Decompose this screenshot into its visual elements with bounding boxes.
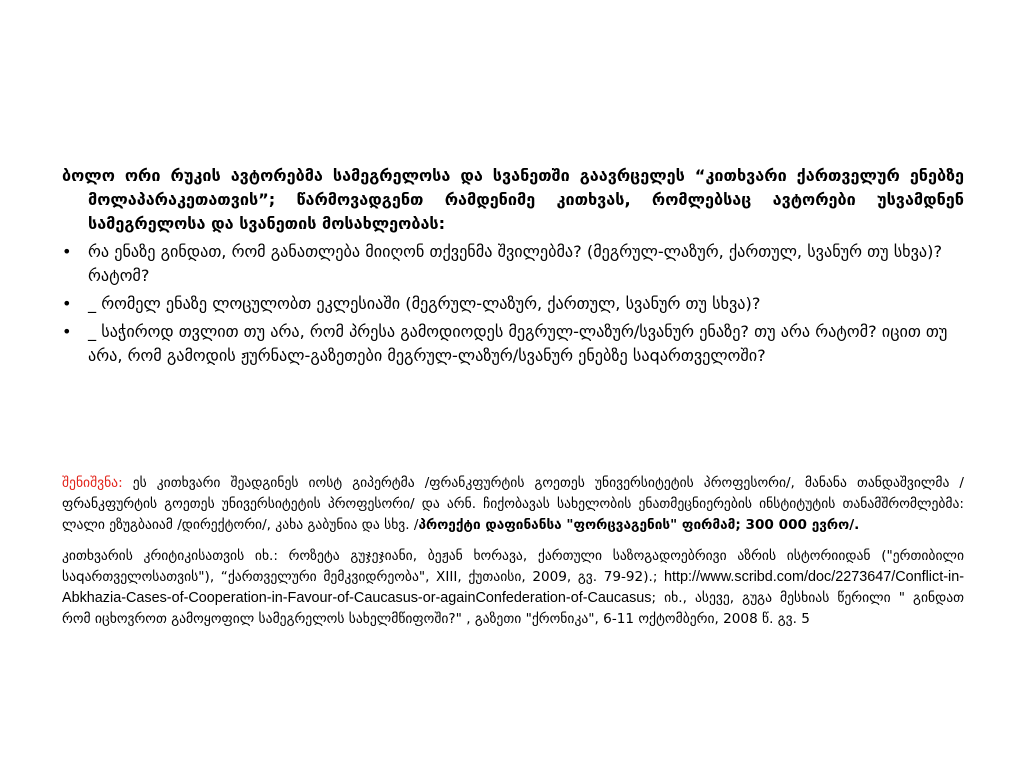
question-text: _ რომელ ენაზე ლოცულობთ ეკლესიაში (მეგრულ-ლაზურ, ქართულ, სვანურ თუ სხვა)? <box>88 294 761 313</box>
survey-section <box>62 164 964 368</box>
question-text: _ საჭიროდ თვლით თუ არა, რომ პრესა გამოდიოდეს მეგრულ-ლაზურ/სვანურ ენაზე? თუ არა რატომ? იცით თუ არა, რომ გამოდის ჟურნალ-გაზეთები მეგრულ-ლაზურ/სვანურ ენებზე საqართველოში? <box>88 322 948 365</box>
reference-link[interactable]: http://www.scribd.com/doc/2273647/Conflict-in-Abkhazia-Cases-of-Cooperation-in-Favour-of-Caucasus-or-againConfederation-of-Caucasus <box>62 569 964 606</box>
note-paragraph <box>62 473 964 536</box>
intro-paragraph: ბოლო ორი რუკის ავტორებმა სამეგრელოსა და სვანეთში გაავრცელეს “კითხვარი ქართველურ ენებზე მოლაპარაკეთათვის”; წარმოვადგენთ რამდენიმე კითხვას, რომლებსაც ავტორები უსვამდნენ სამეგრელოსა და სვანეთის მოსახლეობას: <box>62 166 964 233</box>
bullet-icon: • <box>62 322 72 341</box>
references-paragraph <box>62 546 964 630</box>
note-text: ეს კითხვარი შეადგინეს იოსტ გიპერტმა /ფრანკფურტის გოეთეს უნივერსიტეტის პროფესორი/, მანანა თანდაშვილმა /ფრანკფურტის გოეთეს უნივერსიტეტის პროფესორი/ და არნ. ჩიქობავას სახელობის ენათმეცნიერების ინსტიტუტის თანამშრომლებმა: ლალი ეზუგბაიამ /დირექტორი/, კახა გაბუნია და სხვ. / <box>62 475 964 533</box>
question-item <box>62 320 964 368</box>
references-tail: ; იხ., ასევე, გუგა მესხიას წერილი " გინდათ რომ იცხოვროთ გამოყოფილ სამეგრელოს სახელმწიფოში?" , გაზეთი "ქრონიკა", 6-11 ოქტომბერი, 2008 წ. გვ. 5 <box>62 590 964 627</box>
notes-section <box>62 473 964 630</box>
bullet-icon: • <box>62 294 72 313</box>
note-label: შენიშვნა: <box>62 475 123 491</box>
bullet-icon: • <box>62 242 72 261</box>
question-text: რა ენაზე გინდათ, რომ განათლება მიიღონ თქვენმა შვილებმა? (მეგრულ-ლაზურ, ქართულ, სვანურ თუ სხვა)? რატომ? <box>88 242 943 285</box>
question-item <box>62 240 964 288</box>
question-item <box>62 292 964 316</box>
note-funding-text: პროექტი დაფინანსა "ფორცვაგენის" ფირმამ; 300 000 ევრო/. <box>418 517 860 533</box>
references-text: კითხვარის კრიტიკისათვის იხ.: როზეტა გუჯეჯიანი, ბეჟან ხორავა, ქართული საზოგადოებრივი აზრის ისტორიიდან ("ერთიბილი საqართველოსათვის"), “ქართველური მემკვიდრეობა", XIII, ქუთაისი, 2009, გვ. 79-92).; <box>62 548 964 585</box>
question-list <box>62 240 964 368</box>
